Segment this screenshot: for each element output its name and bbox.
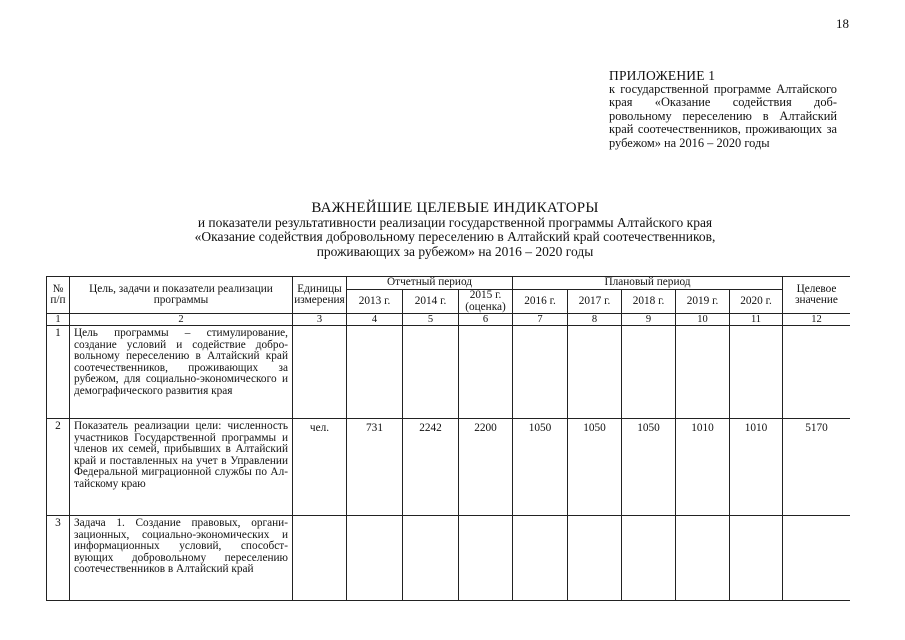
- row-number: 1: [47, 326, 70, 419]
- document-title: [60, 201, 850, 259]
- row-target: [783, 326, 850, 419]
- row-value: [568, 516, 622, 601]
- row-value: [676, 516, 730, 601]
- header-target: Целевое значение: [783, 277, 850, 314]
- row-number: 3: [47, 516, 70, 601]
- row-value: [403, 326, 459, 419]
- row-value: [622, 516, 676, 601]
- row-value: [676, 326, 730, 419]
- row-unit: [293, 326, 347, 419]
- row-value: [622, 326, 676, 419]
- header-goal: Цель, задачи и показатели реализации программы: [70, 277, 293, 314]
- title-line-2: и показатели результативности реализации государственной программы Алтайского края: [197, 214, 713, 230]
- row-value: [459, 326, 513, 419]
- row-number: 2: [47, 419, 70, 516]
- column-number: 4: [347, 314, 403, 326]
- title-line-4: проживающих за рубежом» на 2016 – 2020 годы: [316, 243, 594, 259]
- appendix-heading: ПРИЛОЖЕНИЕ 1: [609, 68, 716, 83]
- header-year: 2019 г.: [676, 290, 730, 314]
- header-year: 2016 г.: [513, 290, 568, 314]
- page-number: 18: [836, 16, 849, 31]
- row-value: [730, 326, 783, 419]
- row-value: [347, 326, 403, 419]
- row-value: [568, 326, 622, 419]
- table-row: [47, 516, 851, 601]
- row-value: [459, 516, 513, 601]
- row-value: [347, 516, 403, 601]
- row-value: 2200: [459, 419, 513, 516]
- header-no: № п/п: [47, 277, 70, 314]
- title-line-3: «Оказание содействия добровольному переселению в Алтайский край соотечественников,: [194, 229, 716, 244]
- table-row: [47, 326, 851, 419]
- column-number: 2: [70, 314, 293, 326]
- column-number: 3: [293, 314, 347, 326]
- header-report-period: Отчетный период: [347, 277, 513, 290]
- row-description: Задача 1. Создание правовых, организационных, социально-экономических и информационных условий, способствующих добровольному переселению соотечественников в Алтайский край: [70, 516, 293, 601]
- table-row: [47, 419, 851, 516]
- row-target: 5170: [783, 419, 850, 516]
- column-number: 8: [568, 314, 622, 326]
- row-target: [783, 516, 850, 601]
- header-year: 2017 г.: [568, 290, 622, 314]
- column-number: 7: [513, 314, 568, 326]
- row-unit: [293, 516, 347, 601]
- row-value: [403, 516, 459, 601]
- column-number: 9: [622, 314, 676, 326]
- header-year: 2020 г.: [730, 290, 783, 314]
- row-value: 2242: [403, 419, 459, 516]
- row-value: [513, 326, 568, 419]
- header-unit: Единицы измерения: [293, 277, 347, 314]
- column-number: 6: [459, 314, 513, 326]
- row-value: 1050: [622, 419, 676, 516]
- column-number-row: [47, 314, 851, 326]
- row-description: Показатель реализации цели: численность участников Государственной программы и членов их семей, прибывших в Алтайский край и поставленных на учет в Управлении Федеральной миграционной службы по Алтайскому краю: [70, 419, 293, 516]
- appendix-block: [609, 69, 837, 151]
- header-year: 2014 г.: [403, 290, 459, 314]
- row-value: 731: [347, 419, 403, 516]
- appendix-text: к государственной программе Алтайского края «Оказание содействия добровольному переселению в Алтайский край соотечественников, проживающих за рубежом» на 2016 – 2020 годы: [609, 81, 837, 150]
- column-number: 10: [676, 314, 730, 326]
- indicators-table-wrapper: [46, 276, 850, 640]
- row-value: 1010: [676, 419, 730, 516]
- column-number: 12: [783, 314, 850, 326]
- row-value: 1050: [513, 419, 568, 516]
- title-line-1: ВАЖНЕЙШИЕ ЦЕЛЕВЫЕ ИНДИКАТОРЫ: [311, 200, 599, 216]
- header-year: 2013 г.: [347, 290, 403, 314]
- row-value: 1010: [730, 419, 783, 516]
- row-value: 1050: [568, 419, 622, 516]
- header-year: 2018 г.: [622, 290, 676, 314]
- indicators-table: [46, 276, 850, 601]
- column-number: 5: [403, 314, 459, 326]
- row-unit: чел.: [293, 419, 347, 516]
- row-value: [730, 516, 783, 601]
- column-number: 1: [47, 314, 70, 326]
- column-number: 11: [730, 314, 783, 326]
- row-description: Цель программы – стимулирование, создание условий и содействие добровольному переселению в Алтайский край соотечественников, проживающих за рубежом, для социально-экономического и демографического развития края: [70, 326, 293, 419]
- header-row-top: [47, 277, 851, 290]
- header-plan-period: Плановый период: [513, 277, 783, 290]
- header-year: 2015 г. (оценка): [459, 290, 513, 314]
- row-value: [513, 516, 568, 601]
